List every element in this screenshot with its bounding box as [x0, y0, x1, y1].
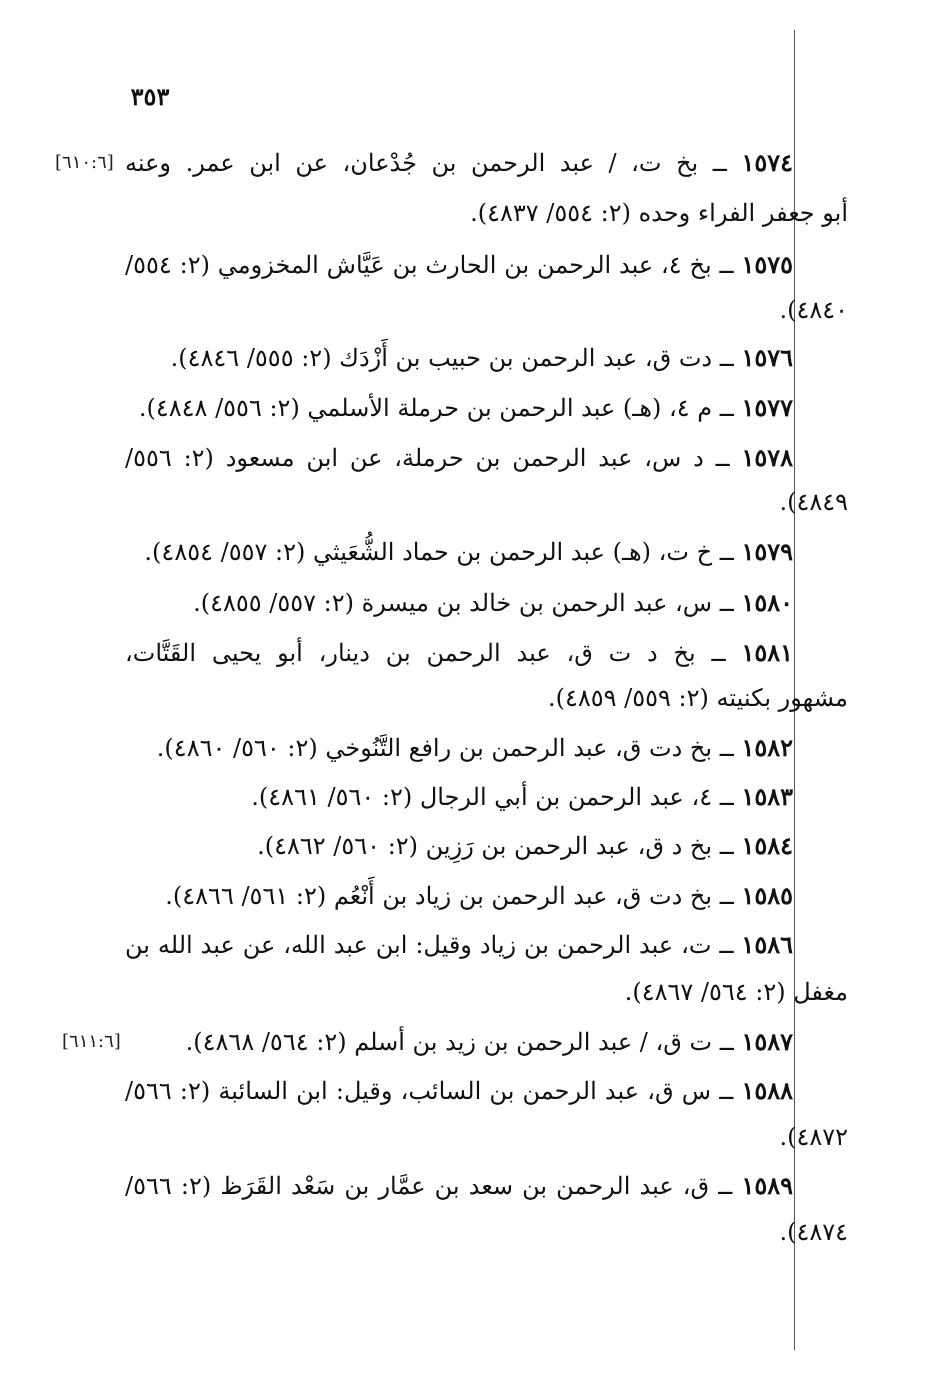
entry-number: ١٥٨٧ — [741, 1027, 793, 1056]
entry-number: ١٥٨٤ — [741, 831, 793, 860]
entry-text: ــ س ق، عبد الرحمن بن السائب، وقيل: ابن السائبة (٢: ٥٦٦/ — [125, 1077, 734, 1105]
entry-1586-line1 — [125, 925, 793, 965]
entry-text: ــ بخ دت ق، عبد الرحمن بن زياد بن أَنْعُم (٢: ٥٦١/ ٤٨٦٦). — [165, 882, 734, 910]
entry-text: ــ بخ ت، / عبد الرحمن بن جُدْعان، عن ابن عمر. وعنه — [125, 149, 727, 177]
entry-1577-line1 — [125, 388, 793, 428]
entry-1574-line1 — [125, 143, 793, 183]
entry-number: ١٥٨٢ — [741, 733, 793, 762]
entry-text: ــ د س، عبد الرحمن بن حرملة، عن ابن مسعود (٢: ٥٥٦/ — [125, 444, 730, 472]
entry-number: ١٥٧٩ — [741, 537, 793, 566]
entry-text: ــ س، عبد الرحمن بن خالد بن ميسرة (٢: ٥٥٧/ ٤٨٥٥). — [193, 589, 734, 617]
entry-text: ــ بخ د ق، عبد الرحمن بن رَزِين (٢: ٥٦٠/ ٤٨٦٢). — [257, 832, 734, 860]
entry-text: ــ ق، عبد الرحمن بن سعد بن عمَّار بن سَعْد القَرَظ (٢: ٥٦٦/ — [125, 1172, 733, 1200]
entry-1588-line1 — [125, 1071, 793, 1111]
margin-note-611: [٦١١:٦] — [62, 1031, 121, 1052]
entry-text: ــ ت ق، / عبد الرحمن بن زيد بن أسلم (٢: ٥٦٤/ ٤٨٦٨). — [185, 1028, 734, 1056]
entry-number: ١٥٨٣ — [741, 782, 793, 811]
entry-1589-line1 — [125, 1166, 793, 1206]
entry-1580-line1 — [125, 583, 793, 623]
entry-number: ١٥٨٠ — [741, 588, 793, 617]
entry-1587-line1 — [125, 1022, 793, 1062]
entry-text: ــ بخ ٤، عبد الرحمن بن الحارث بن عَيَّاش المخزومي (٢: ٥٥٤/ — [125, 251, 734, 279]
entry-number: ١٥٧٨ — [741, 443, 794, 472]
entry-1588-line2: ٤٨٧٢). — [779, 1123, 848, 1151]
entry-1585-line1 — [125, 876, 793, 916]
entry-1575-line2: ٤٨٤٠). — [779, 296, 848, 324]
entry-1578-line2: ٤٨٤٩). — [779, 488, 848, 516]
entry-1581-line1 — [125, 633, 793, 673]
entry-text: ــ م ٤، (هـ) عبد الرحمن بن حرملة الأسلمي (٢: ٥٥٦/ ٤٨٤٨). — [138, 394, 734, 422]
entry-text: ــ بخ د ت ق، عبد الرحمن بن دينار، أبو يحيى القَتَّات، — [125, 639, 726, 667]
entry-1578-line1 — [125, 438, 793, 478]
entry-1575-line1 — [125, 245, 793, 285]
entry-number: ١٥٨٨ — [741, 1076, 794, 1105]
entry-1576-line1 — [125, 338, 793, 378]
entry-text: ــ ٤، عبد الرحمن بن أبي الرجال (٢: ٥٦٠/ ٤٨٦١). — [251, 783, 734, 811]
entry-1586-line2: مغفل (٢: ٥٦٤/ ٤٨٦٧). — [624, 978, 848, 1006]
margin-note-610: [٦١٠:٦] — [55, 152, 114, 173]
page-number: ٣٥٣ — [130, 82, 170, 111]
entry-text: ــ ت، عبد الرحمن بن زياد وقيل: ابن عبد الله، عن عبد الله بن — [125, 931, 734, 959]
entry-1589-line2: ٤٨٧٤). — [779, 1218, 848, 1246]
entry-number: ١٥٨٦ — [741, 930, 793, 959]
entry-number: ١٥٨٩ — [741, 1171, 793, 1200]
entry-1584-line1 — [125, 826, 793, 866]
entry-1583-line1 — [125, 777, 793, 817]
entry-1574-line2: أبو جعفر الفراء وحده (٢: ٥٥٤/ ٤٨٣٧). — [470, 199, 848, 227]
entry-number: ١٥٧٤ — [741, 148, 793, 177]
entry-number: ١٥٨٥ — [741, 881, 793, 910]
entry-text: ــ بخ دت ق، عبد الرحمن بن رافع التَّنُوخي (٢: ٥٦٠/ ٤٨٦٠). — [156, 734, 734, 762]
entry-1579-line1 — [125, 532, 793, 572]
entry-number: ١٥٧٦ — [741, 343, 793, 372]
entry-text: ــ خ ت، (هـ) عبد الرحمن بن حماد الشُّعَيثي (٢: ٥٥٧/ ٤٨٥٤). — [144, 538, 734, 566]
entry-1582-line1 — [125, 728, 793, 768]
entry-text: ــ دت ق، عبد الرحمن بن حبيب بن أَزْدَك (٢: ٥٥٥/ ٤٨٤٦). — [170, 344, 734, 372]
entry-number: ١٥٧٥ — [741, 250, 793, 279]
entry-number: ١٥٨١ — [741, 638, 793, 667]
entry-1581-line2: مشهور بكنيته (٢: ٥٥٩/ ٤٨٥٩). — [547, 684, 848, 712]
entry-number: ١٥٧٧ — [741, 393, 793, 422]
